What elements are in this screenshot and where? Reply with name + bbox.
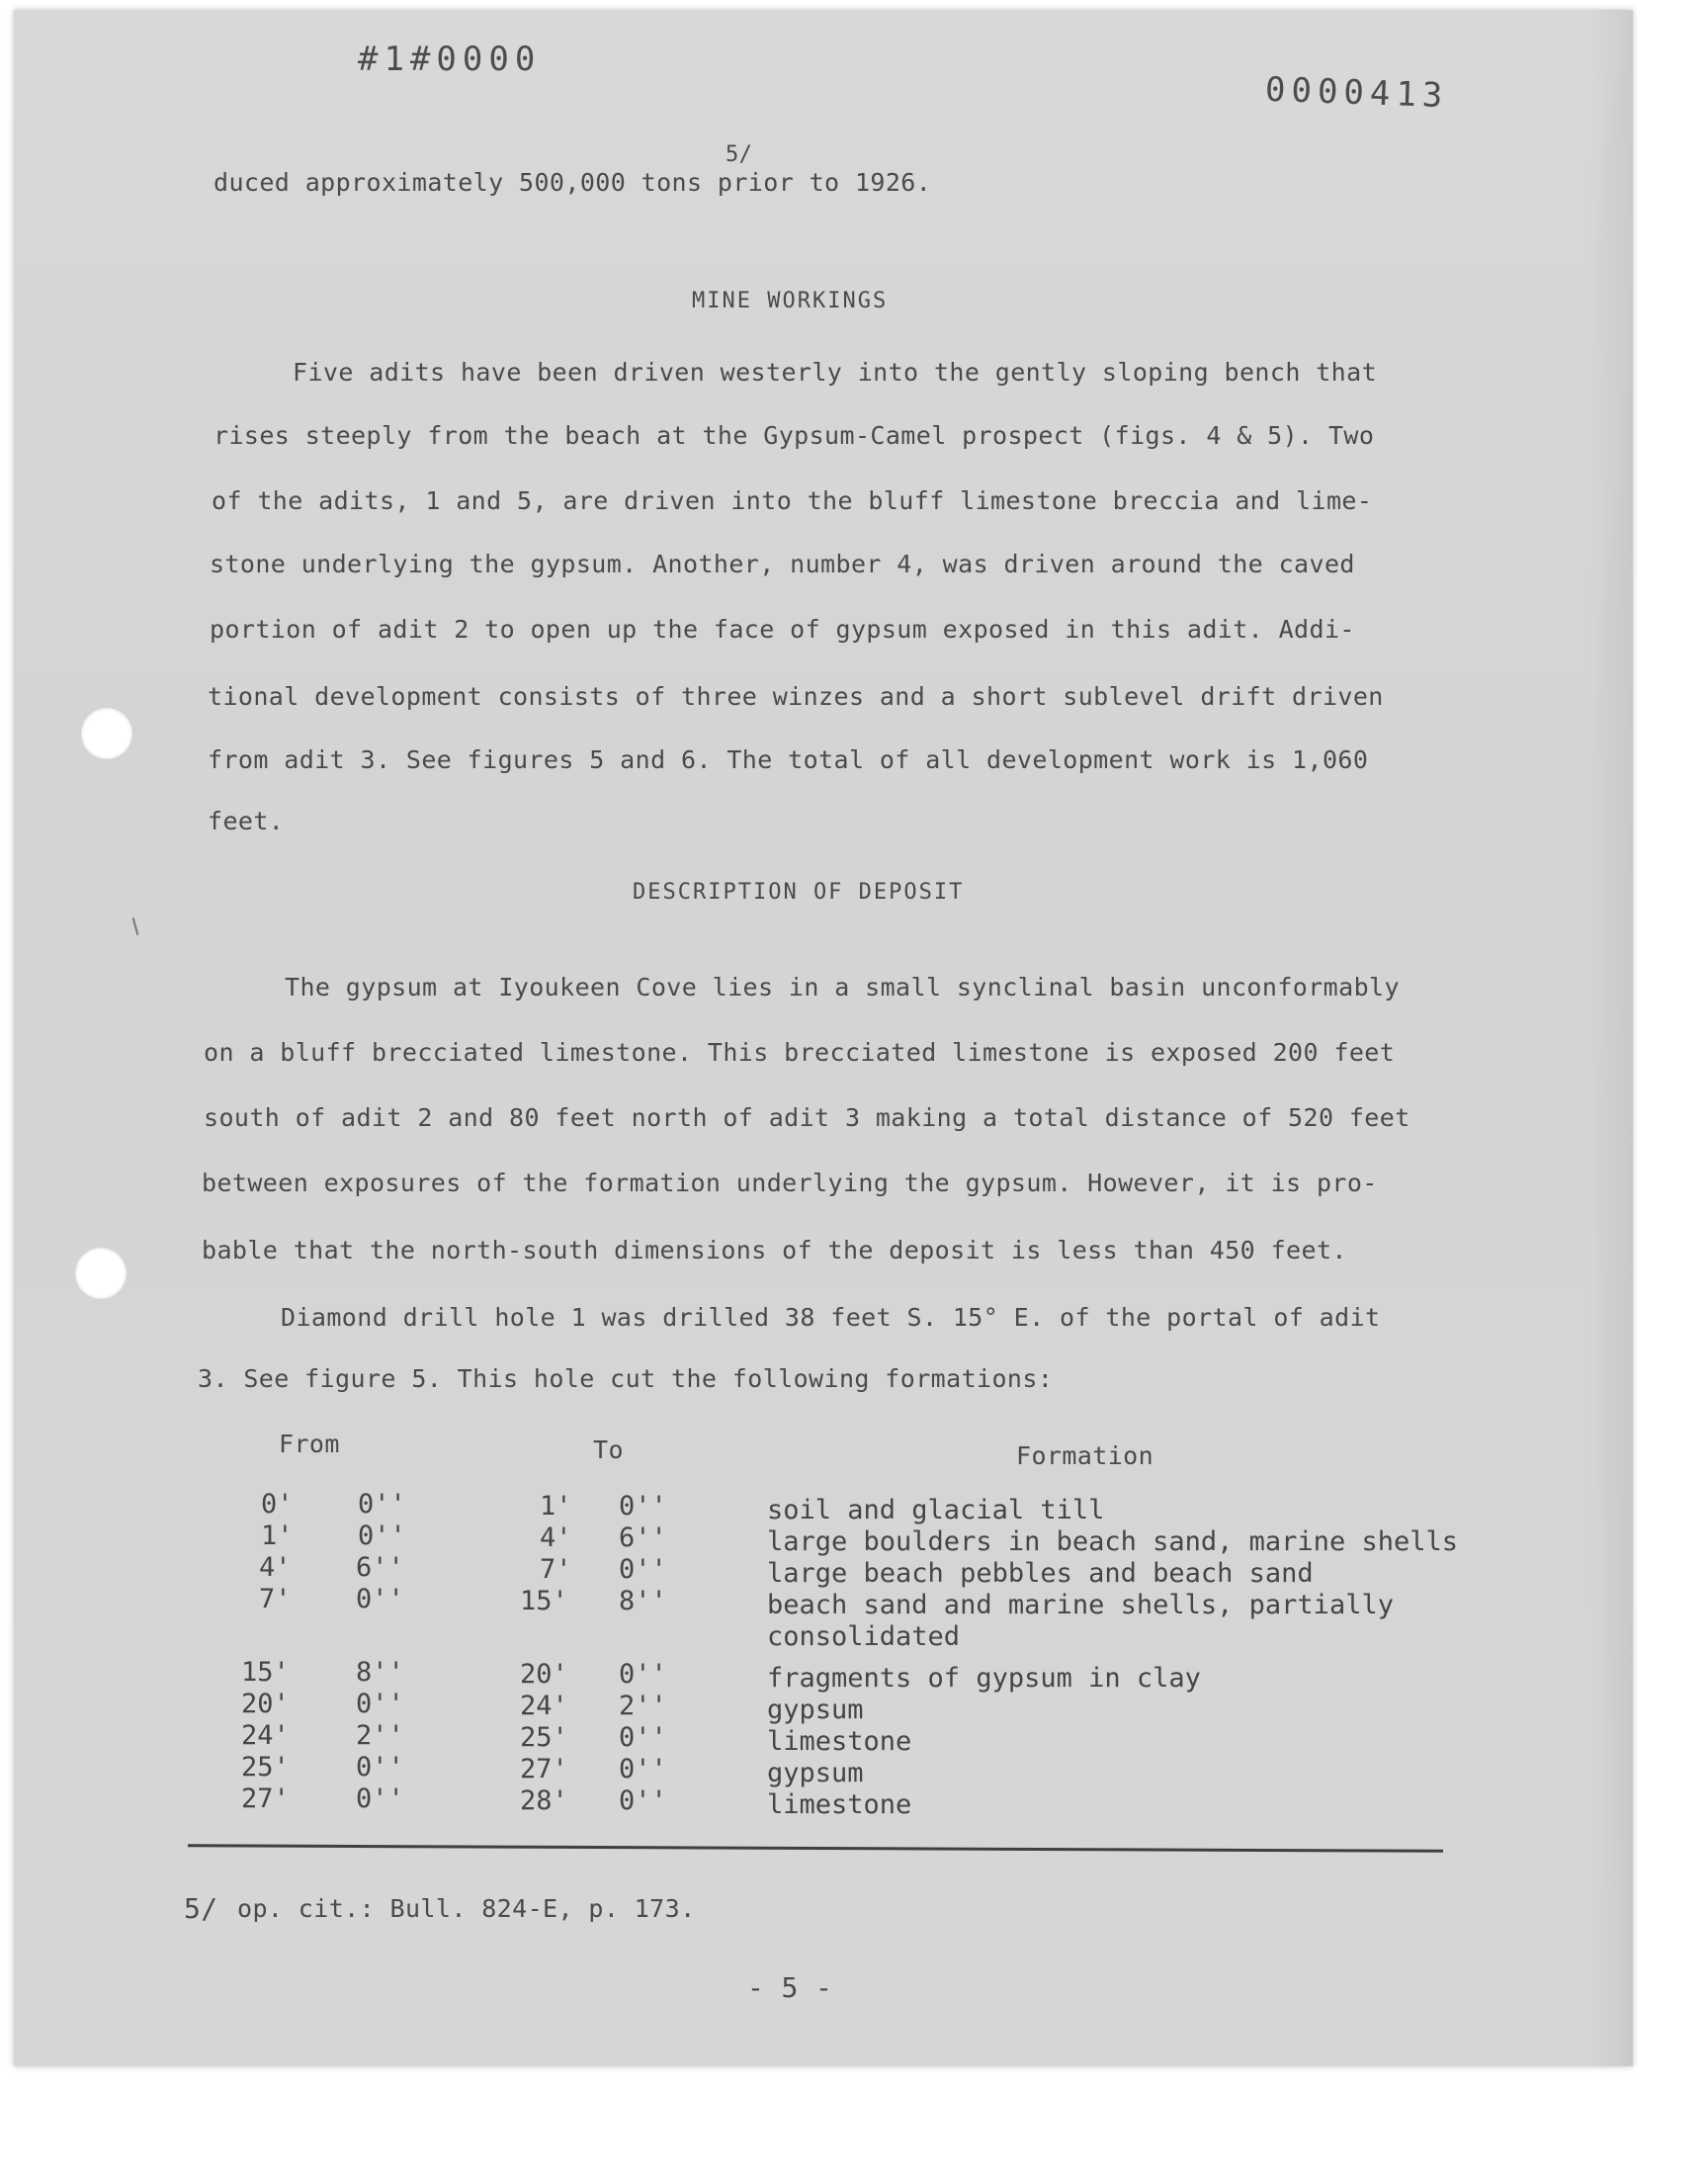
text-line-16: 3. See figure 5. This hole cut the following formations: [198,1364,1054,1393]
to-feet: 7' [540,1554,572,1585]
from-feet: 7' [259,1584,292,1614]
from-inches: 0'' [356,1784,404,1814]
to-inches: 0'' [619,1554,667,1585]
text-line-13: between exposures of the formation underlying the gypsum. However, it is pro- [202,1169,1378,1197]
from-inches: 0'' [356,1752,404,1783]
formation-text: soil and glacial till [767,1495,1105,1525]
table-header-formation: Formation [1016,1441,1154,1470]
to-feet: 1' [540,1491,572,1522]
formation-text: gypsum [767,1758,864,1788]
table-header-to: To [593,1436,624,1464]
footnote-superscript: 5/ [726,142,753,167]
punch-hole-lower [75,1248,127,1299]
text-line-9: feet. [208,807,285,835]
text-line-12: south of adit 2 and 80 feet north of adit 3 making a total distance of 520 feet [204,1103,1410,1132]
footnote-mark: 5/ [184,1892,218,1925]
text-line-14: bable that the north-south dimensions of the deposit is less than 450 feet. [202,1236,1347,1264]
table-header-from: From [279,1430,340,1458]
from-feet: 20' [241,1689,290,1719]
page-edge-shadow [1589,10,1633,2066]
to-feet: 24' [520,1691,568,1721]
to-feet: 20' [520,1659,568,1690]
from-feet: 0' [261,1489,294,1520]
from-inches: 6'' [356,1552,404,1583]
to-feet: 27' [520,1754,568,1784]
from-inches: 0'' [356,1689,404,1719]
from-feet: 24' [241,1720,290,1751]
from-inches: 0'' [358,1521,406,1551]
heading-description-of-deposit: DESCRIPTION OF DEPOSIT [633,880,965,905]
to-inches: 0'' [619,1754,667,1784]
text-line-4: of the adits, 1 and 5, are driven into the bluff limestone breccia and lime- [212,486,1373,515]
text-line-11: on a bluff brecciated limestone. This brecciated limestone is exposed 200 feet [204,1038,1396,1067]
to-inches: 0'' [619,1722,667,1753]
stamp-right: 0000413 [1264,69,1449,117]
formation-text: fragments of gypsum in clay [767,1663,1201,1694]
text-line-7: tional development consists of three winzes and a short sublevel drift driven [208,682,1384,711]
punch-hole-upper [81,708,132,759]
text-line-10: The gypsum at Iyoukeen Cove lies in a small synclinal basin unconformably [285,973,1400,1001]
formation-text: large boulders in beach sand, marine shells [767,1526,1458,1557]
from-inches: 8'' [356,1657,404,1688]
formation-text: limestone [767,1726,912,1757]
to-inches: 0'' [619,1659,667,1690]
to-feet: 15' [520,1586,568,1616]
from-feet: 4' [259,1552,292,1583]
to-inches: 0'' [619,1491,667,1522]
text-line-2: Five adits have been driven westerly into the gently sloping bench that [293,358,1378,387]
to-inches: 6'' [619,1522,667,1553]
formation-text: beach sand and marine shells, partially [767,1590,1394,1620]
from-feet: 15' [241,1657,290,1688]
page-number: - 5 - [747,1971,833,2004]
to-feet: 4' [540,1522,572,1553]
text-line-5: stone underlying the gypsum. Another, number 4, was driven around the caved [210,550,1355,578]
formation-text: limestone [767,1789,912,1820]
text-line-1: duced approximately 500,000 tons prior to 1926. [214,168,932,197]
from-feet: 25' [241,1752,290,1783]
text-line-15: Diamond drill hole 1 was drilled 38 feet S. 15° E. of the portal of adit [281,1303,1381,1332]
from-inches: 0'' [358,1489,406,1520]
from-inches: 2'' [356,1720,404,1751]
stamp-left: #1#0000 [358,40,542,79]
to-inches: 2'' [619,1691,667,1721]
footnote-text: op. cit.: Bull. 824-E, p. 173. [237,1894,696,1923]
to-inches: 8'' [619,1586,667,1616]
formation-text: gypsum [767,1695,864,1725]
to-feet: 25' [520,1722,568,1753]
text-line-8: from adit 3. See figures 5 and 6. The total of all development work is 1,060 [208,745,1369,774]
heading-mine-workings: MINE WORKINGS [692,289,889,313]
from-feet: 27' [241,1784,290,1814]
from-inches: 0'' [356,1584,404,1614]
text-line-6: portion of adit 2 to open up the face of gypsum exposed in this adit. Addi- [210,615,1355,644]
text-line-3: rises steeply from the beach at the Gypsum-Camel prospect (figs. 4 & 5). Two [214,421,1375,450]
to-feet: 28' [520,1785,568,1816]
formation-text-continued: consolidated [767,1621,961,1652]
to-inches: 0'' [619,1785,667,1816]
from-feet: 1' [261,1521,294,1551]
formation-text: large beach pebbles and beach sand [767,1558,1314,1589]
